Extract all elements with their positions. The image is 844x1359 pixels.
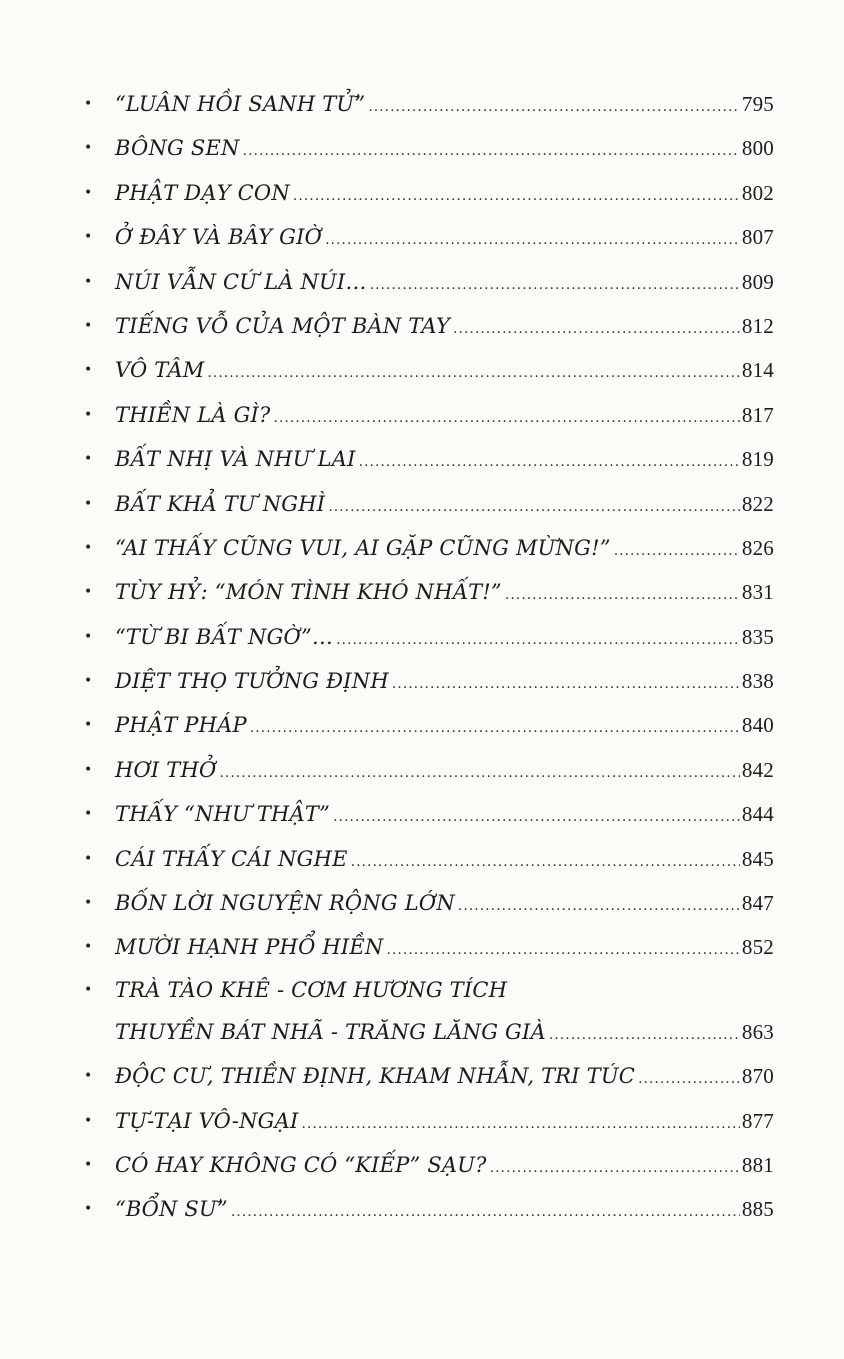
toc-page-number: 835 [741, 624, 774, 649]
toc-title: HƠI THỞ [115, 757, 217, 782]
toc-title: BỐN LỜI NGUYỆN RỘNG LỚN [115, 891, 455, 916]
leader-dots [274, 396, 740, 440]
toc-title: Ở ĐÂY VÀ BÂY GIỜ [115, 225, 323, 250]
toc-page-number: 819 [741, 447, 774, 472]
table-of-contents [0, 82, 844, 1232]
toc-page-number: 870 [741, 1064, 774, 1089]
toc-page-number: 852 [741, 935, 774, 960]
toc-entry[interactable] [84, 348, 774, 392]
toc-entry[interactable] [84, 304, 774, 348]
toc-entry[interactable] [84, 703, 774, 747]
toc-entry[interactable] [84, 881, 774, 925]
toc-entry[interactable] [84, 526, 774, 570]
leader-dots [231, 1190, 740, 1234]
toc-entry[interactable] [84, 570, 774, 614]
bullet-icon: • [84, 1068, 93, 1085]
toc-title: TÙY HỶ: “MÓN TÌNH KHÓ NHẤT!” [115, 580, 502, 605]
leader-dots [368, 85, 740, 129]
toc-page-number: 842 [741, 757, 774, 782]
toc-title: “BỔN SƯ” [115, 1197, 228, 1222]
toc-title: PHẬT DẠY CON [115, 180, 290, 205]
toc-page-number: 845 [741, 846, 774, 871]
toc-title: BẤT KHẢ TƯ NGHÌ [115, 491, 326, 516]
bullet-icon: • [84, 584, 93, 601]
leader-dots [359, 440, 740, 484]
bullet-icon: • [84, 495, 93, 512]
bullet-icon: • [84, 806, 93, 823]
toc-page-number: 838 [741, 669, 774, 694]
leader-dots [490, 1146, 740, 1190]
toc-title-line-1: TRÀ TÀO KHÊ - CƠM HƯƠNG TÍCH [115, 977, 508, 1002]
toc-title: VÔ TÂM [115, 358, 205, 383]
leader-dots [458, 884, 740, 928]
toc-title: BÔNG SEN [115, 136, 240, 161]
toc-entry[interactable] [84, 615, 774, 659]
toc-title: ĐỘC CƯ, THIỀN ĐỊNH, KHAM NHẪN, TRI TÚC [115, 1064, 636, 1089]
toc-page-number: 885 [741, 1197, 774, 1222]
bullet-icon: • [84, 96, 93, 112]
toc-page-number: 881 [741, 1152, 774, 1177]
leader-dots [386, 928, 739, 972]
toc-page-number: 877 [741, 1108, 774, 1133]
toc-entry[interactable] [84, 126, 774, 170]
toc-title: “LUÂN HỒI SANH TỬ” [115, 92, 366, 116]
bullet-icon: • [84, 229, 93, 246]
leader-dots [392, 662, 740, 706]
toc-title: THẤY “NHƯ THẬT” [115, 802, 331, 827]
bullet-icon: • [84, 850, 93, 867]
leader-dots [549, 1013, 740, 1057]
toc-entry[interactable] [84, 659, 774, 703]
toc-entry[interactable] [84, 82, 774, 126]
toc-entry[interactable] [84, 792, 774, 836]
toc-entry[interactable] [84, 837, 774, 881]
toc-title: MƯỜI HẠNH PHỔ HIỀN [115, 935, 384, 960]
toc-entry[interactable] [84, 1143, 774, 1187]
toc-entry[interactable] [84, 748, 774, 792]
toc-page-number: 800 [741, 136, 774, 161]
toc-title: BẤT NHỊ VÀ NHƯ LAI [115, 447, 356, 472]
toc-title: NÚI VẪN CỨ LÀ NÚI… [115, 269, 367, 294]
toc-page-number: 807 [741, 225, 774, 250]
leader-dots [301, 1102, 739, 1146]
toc-entry[interactable] [84, 171, 774, 215]
bullet-icon: • [84, 628, 93, 645]
toc-title-line-2: THUYỀN BÁT NHÃ - TRĂNG LĂNG GIÀ [115, 1019, 546, 1044]
toc-page-number: 844 [741, 802, 774, 827]
bullet-icon: • [84, 539, 93, 556]
leader-dots [250, 706, 740, 750]
toc-entry[interactable] [84, 1054, 774, 1098]
bullet-icon: • [84, 451, 93, 468]
leader-dots [207, 351, 739, 395]
bullet-icon: • [84, 717, 93, 734]
toc-entry[interactable] [84, 1187, 774, 1231]
toc-page-number: 863 [741, 1019, 774, 1044]
bullet-icon: • [84, 1112, 93, 1129]
leader-dots [370, 263, 740, 307]
bullet-icon: • [84, 273, 93, 290]
leader-dots [614, 529, 740, 573]
leader-dots [243, 129, 740, 173]
bullet-icon: • [84, 673, 93, 690]
toc-title: CÓ HAY KHÔNG CÓ “KIẾP” SẠU? [115, 1152, 487, 1177]
toc-page-number: 802 [741, 180, 774, 205]
bullet-icon: • [84, 1201, 93, 1218]
leader-dots [219, 751, 739, 795]
toc-entry[interactable] [84, 970, 774, 1054]
toc-page-number: 812 [741, 313, 774, 338]
leader-dots [325, 218, 740, 262]
toc-page-number: 809 [741, 269, 774, 294]
toc-page-number: 814 [741, 358, 774, 383]
toc-title: TỰ-TẠI VÔ-NGẠI [115, 1108, 299, 1133]
toc-entry[interactable] [84, 1099, 774, 1143]
toc-page-number: 831 [741, 580, 774, 605]
leader-dots [333, 795, 740, 839]
toc-title: PHẬT PHÁP [115, 713, 247, 738]
toc-page-number: 840 [741, 713, 774, 738]
leader-dots [351, 840, 740, 884]
toc-title: DIỆT THỌ TƯỞNG ĐỊNH [115, 669, 389, 694]
toc-page-number: 817 [741, 402, 774, 427]
toc-entry[interactable] [84, 393, 774, 437]
toc-entry[interactable] [84, 260, 774, 304]
bullet-icon: • [84, 761, 93, 778]
bullet-icon: • [84, 895, 93, 912]
bullet-icon: • [84, 981, 93, 998]
toc-title: “AI THẤY CŨNG VUI, AI GẶP CŨNG MỪNG!” [115, 535, 611, 560]
toc-title: “TỪ BI BẤT NGỜ”… [115, 624, 334, 649]
bullet-icon: • [84, 1156, 93, 1173]
leader-dots [293, 174, 740, 218]
toc-entry[interactable] [84, 215, 774, 259]
toc-page-number: 822 [741, 491, 774, 516]
bullet-icon: • [84, 317, 93, 334]
toc-title: CÁI THẤY CÁI NGHE [115, 846, 348, 871]
leader-dots [336, 618, 740, 662]
leader-dots [328, 485, 740, 529]
bullet-icon: • [84, 140, 93, 157]
leader-dots [505, 573, 740, 617]
bullet-icon: • [84, 184, 93, 201]
leader-dots [453, 307, 740, 351]
toc-page-number: 826 [741, 535, 774, 560]
leader-dots [638, 1057, 740, 1101]
bullet-icon: • [84, 362, 93, 379]
toc-title: THIỀN LÀ GÌ? [115, 402, 271, 427]
bullet-icon: • [84, 939, 93, 956]
toc-title: TIẾNG VỖ CỦA MỘT BÀN TAY [115, 313, 451, 338]
toc-entry[interactable] [84, 482, 774, 526]
toc-page-number: 847 [741, 891, 774, 916]
toc-entry[interactable] [84, 925, 774, 969]
bullet-icon: • [84, 406, 93, 423]
toc-entry[interactable] [84, 437, 774, 481]
toc-page-number: 795 [741, 92, 774, 116]
